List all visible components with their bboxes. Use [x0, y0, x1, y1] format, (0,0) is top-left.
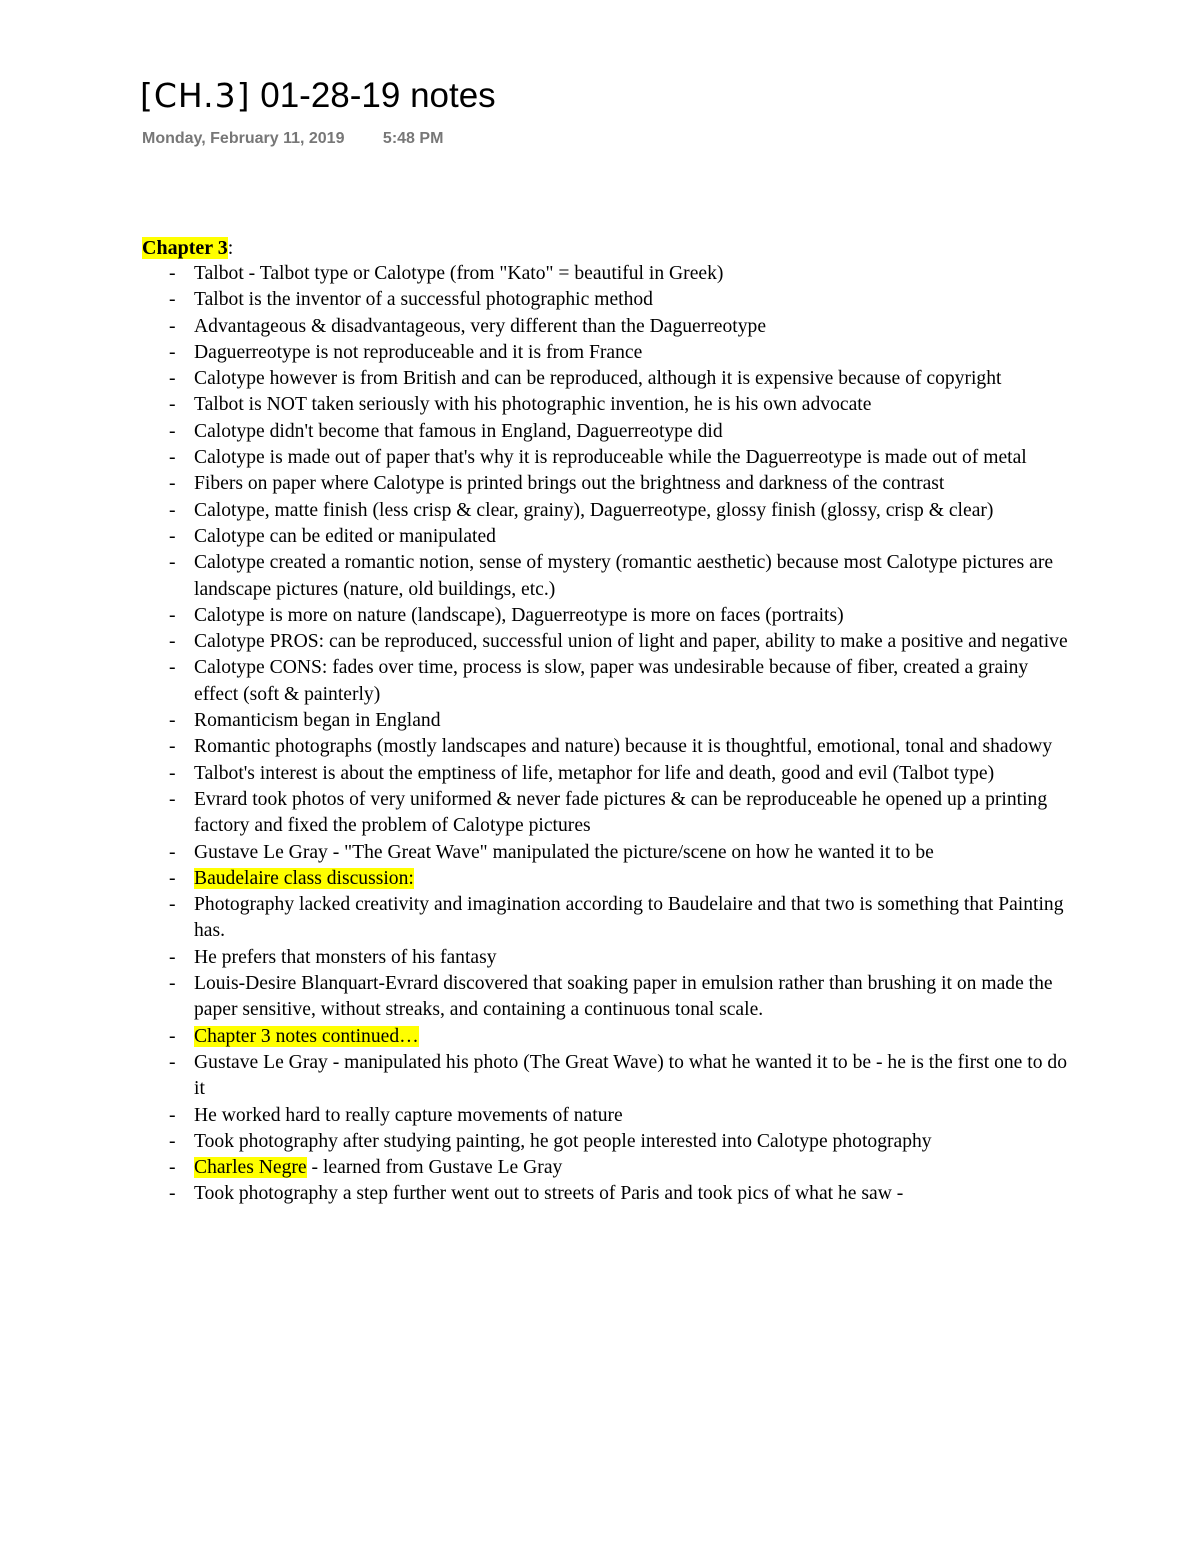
notes-list: [142, 261, 1072, 1208]
list-item-text: Calotype PROS: can be reproduced, successful union of light and paper, ability to make a positive and negative: [194, 631, 1068, 653]
list-item-text: Calotype can be edited or manipulated: [194, 525, 496, 547]
bullet-dash: -: [169, 736, 176, 758]
list-item: [142, 471, 1072, 497]
list-item-text: Calotype didn't become that famous in England, Daguerreotype did: [194, 420, 723, 442]
bullet-dash: -: [169, 1051, 176, 1073]
bullet-dash: -: [169, 894, 176, 916]
section-heading-suffix: :: [227, 237, 234, 259]
list-item: [142, 314, 1072, 340]
bullet-dash: -: [169, 631, 176, 653]
list-item: [142, 340, 1072, 366]
list-item-text: Daguerreotype is not reproduceable and it is from France: [194, 341, 643, 363]
highlighted-text: Chapter 3 notes continued…: [194, 1025, 419, 1047]
list-item: [142, 261, 1072, 287]
list-item-text: Advantageous & disadvantageous, very different than the Daguerreotype: [194, 315, 767, 337]
bullet-dash: -: [169, 973, 176, 995]
bullet-dash: -: [169, 420, 176, 442]
list-item-text: Louis-Desire Blanquart-Evrard discovered that soaking paper in emulsion rather than brushing it on made the paper sensitive, without streaks, and containing a continuous tonal scale.: [194, 973, 1053, 1021]
list-item: [142, 1103, 1072, 1129]
list-item-text: Gustave Le Gray - "The Great Wave" manipulated the picture/scene on how he wanted it to be: [194, 841, 934, 863]
title-text: 01-28-19 notes: [250, 76, 496, 115]
list-item: [142, 366, 1072, 392]
bullet-dash: -: [169, 315, 176, 337]
list-item-text: Calotype is more on nature (landscape), Daguerreotype is more on faces (portraits): [194, 604, 844, 626]
list-item-text: Calotype created a romantic notion, sense of mystery (romantic aesthetic) because most Calotype pictures are landscape pictures (nature, old buildings, etc.): [194, 552, 1054, 600]
list-item-text: Fibers on paper where Calotype is printed brings out the brightness and darkness of the contrast: [194, 473, 945, 495]
bullet-dash: -: [169, 1157, 176, 1179]
bullet-dash: -: [169, 341, 176, 363]
bullet-dash: -: [169, 473, 176, 495]
list-item-text: Evrard took photos of very uniformed & never fade pictures & can be reproduceable he opened up a printing factory and fixed the problem of Calotype pictures: [194, 788, 1048, 837]
list-item: [142, 392, 1072, 418]
list-item: [142, 524, 1072, 550]
list-item: [142, 866, 1072, 892]
list-item: [142, 498, 1072, 524]
list-item-text: Talbot is the inventor of a successful photographic method: [194, 289, 653, 311]
bullet-dash: -: [169, 447, 176, 469]
list-item: [142, 840, 1072, 866]
bullet-dash: -: [169, 867, 176, 889]
section-heading-label: Chapter 3: [142, 237, 228, 259]
bullet-dash: -: [169, 1183, 176, 1205]
list-item: [142, 419, 1072, 445]
list-item: [142, 708, 1072, 734]
list-item-text: - learned from Gustave Le Gray: [306, 1157, 563, 1179]
list-item-text: Calotype is made out of paper that's why it is reproduceable while the Daguerreotype is made out of metal: [194, 447, 1027, 469]
bullet-dash: -: [169, 604, 176, 626]
list-item-text: Talbot is NOT taken seriously with his photographic invention, he is his own advocate: [194, 394, 872, 416]
bullet-dash: -: [169, 762, 176, 784]
list-item: [142, 445, 1072, 471]
list-item-text: Took photography after studying painting, he got people interested into Calotype photography: [194, 1130, 932, 1152]
list-item-text: Calotype however is from British and can be reproduced, although it is expensive because of copyright: [194, 368, 1002, 390]
list-item-text: Took photography a step further went out to streets of Paris and took pics of what he saw -: [194, 1183, 904, 1205]
list-item-text: Talbot's interest is about the emptiness of life, metaphor for life and death, good and evil (Talbot type): [194, 762, 995, 784]
list-item: [142, 655, 1072, 708]
list-item: [142, 971, 1072, 1024]
bullet-dash: -: [169, 841, 176, 863]
list-item: [142, 787, 1072, 840]
list-item: [142, 1024, 1072, 1050]
list-item: [142, 1129, 1072, 1155]
list-item-text: Romantic photographs (mostly landscapes and nature) because it is thoughtful, emotional, tonal and shadowy: [194, 736, 1053, 758]
bullet-dash: -: [169, 1104, 176, 1126]
list-item-text: Photography lacked creativity and imagination according to Baudelaire and that two is something that Painting has.: [194, 894, 1064, 942]
list-item: [142, 1181, 1072, 1207]
list-item: [142, 945, 1072, 971]
list-item-text: Romanticism began in England: [194, 710, 441, 732]
note-timestamp: [142, 130, 443, 148]
highlighted-text: Charles Negre: [194, 1157, 307, 1179]
highlighted-text: Baudelaire class discussion:: [194, 867, 414, 889]
bullet-dash: -: [169, 394, 176, 416]
bullet-dash: -: [169, 552, 176, 574]
bullet-dash: -: [169, 1025, 176, 1047]
list-item: [142, 629, 1072, 655]
bullet-dash: -: [169, 499, 176, 521]
list-item: [142, 892, 1072, 945]
list-item: [142, 761, 1072, 787]
bullet-dash: -: [169, 710, 176, 732]
list-item: [142, 734, 1072, 760]
section-heading: [142, 235, 233, 261]
bullet-dash: -: [169, 525, 176, 547]
bullet-dash: -: [169, 263, 176, 284]
note-date: Monday, February 11, 2019: [142, 130, 345, 147]
list-item: [142, 1155, 1072, 1181]
bullet-dash: -: [169, 788, 176, 810]
list-item: [142, 287, 1072, 313]
title-prefix: [CH.3]: [140, 76, 251, 115]
bullet-dash: -: [169, 368, 176, 390]
page-title: [140, 72, 496, 120]
list-item-text: Calotype, matte finish (less crisp & clear, grainy), Daguerreotype, glossy finish (glossy, crisp & clear): [194, 499, 994, 521]
list-item: [142, 1050, 1072, 1103]
bullet-dash: -: [169, 946, 176, 968]
bullet-dash: -: [169, 657, 176, 679]
list-item-text: Gustave Le Gray - manipulated his photo (The Great Wave) to what he wanted it to be - he is the first one to do it: [194, 1051, 1067, 1100]
list-item-text: He prefers that monsters of his fantasy: [194, 946, 497, 968]
list-item-text: Talbot - Talbot type or Calotype (from "Kato" = beautiful in Greek): [194, 263, 724, 284]
bullet-dash: -: [169, 1130, 176, 1152]
list-item: [142, 550, 1072, 603]
note-time: 5:48 PM: [382, 130, 444, 147]
list-item-text: Calotype CONS: fades over time, process is slow, paper was undesirable because of fiber, created a grainy effect (soft & painterly): [194, 657, 1029, 705]
list-item: [142, 603, 1072, 629]
bullet-dash: -: [169, 289, 176, 311]
list-item-text: He worked hard to really capture movements of nature: [194, 1104, 623, 1126]
